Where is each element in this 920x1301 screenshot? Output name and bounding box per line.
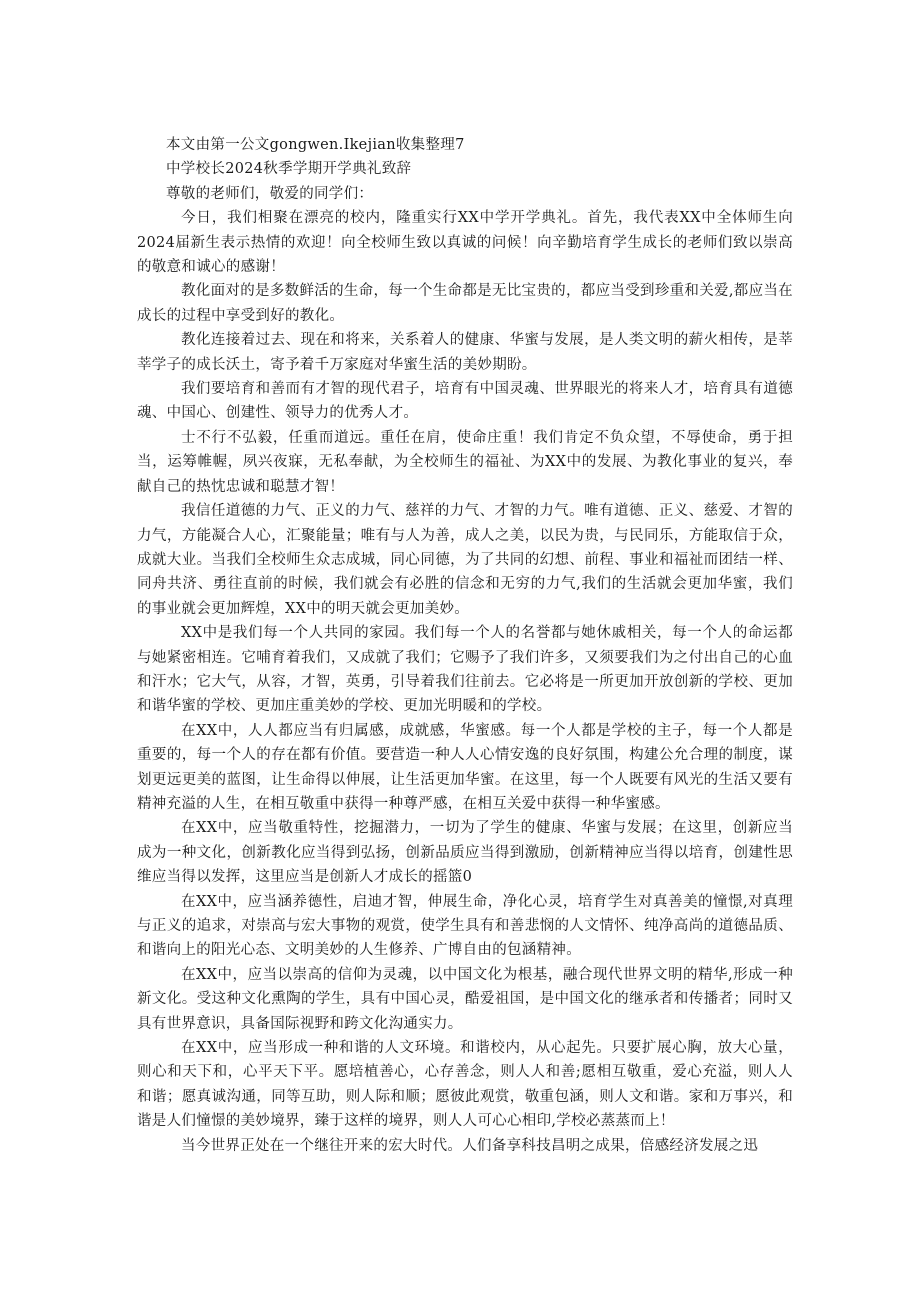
paragraph: 教化面对的是多数鲜活的生命，每一个生命都是无比宝贵的，都应当受到珍重和关爱,都应当在成长的过程中享受到好的教化。 bbox=[137, 283, 793, 324]
paragraph: 今日，我们相聚在漂亮的校内，隆重实行XX中学开学典礼。首先，我代表XX中全体师生向2024届新生表示热情的欢迎！向全校师生致以真诚的问候！向辛勤培育学生成长的老师们致以崇高的敬意和诚心的感谢！ bbox=[137, 210, 793, 276]
paragraph: 在XX中，应当以崇高的信仰为灵魂，以中国文化为根基，融合现代世界文明的精华,形成一种新文化。受这种文化熏陶的学生，具有中国心灵，酷爱祖国，是中国文化的继承者和传播者；同时又具有世界意识，具备国际视野和跨文化沟通实力。 bbox=[137, 966, 793, 1032]
source-line: 本文由第一公文gongwen.Ikejian收集整理7 bbox=[166, 137, 465, 153]
paragraph: 在XX中，应当敬重特性，挖掘潜力，一切为了学生的健康、华蜜与发展；在这里，创新应当成为一种文化，创新教化应当得到弘扬，创新品质应当得到激励，创新精神应当得以培育，创建性思维应当得以发挥，这里应当是创新人才成长的摇篮0 bbox=[137, 820, 793, 886]
document-body bbox=[137, 133, 793, 1158]
paragraph: 在XX中，人人都应当有归属感，成就感，华蜜感。每一个人都是学校的主子，每一个人都是重要的，每一个人的存在都有价值。要营造一种人人心情安逸的良好氛围，构建公允合理的制度，谋划更远更美的蓝图，让生命得以伸展，让生活更加华蜜。在这里，每一个人既要有风光的生活又要有精神充溢的人生，在相互敬重中获得一种尊严感，在相互关爱中获得一种华蜜感。 bbox=[137, 722, 793, 812]
paragraph: 在XX中，应当形成一种和谐的人文环境。和谐校内，从心起先。只要扩展心胸，放大心量，则心和天下和，心平天下平。愿培植善心，心存善念，则人人和善;愿相互敬重，爱心充溢，则人人和谐；愿真诚沟通，同等互助，则人际和顺；愿彼此观赏，敬重包涵，则人文和谐。家和万事兴，和谐是人们憧憬的美妙境界，臻于这样的境界，则人人可心心相印,学校必蒸蒸而上！ bbox=[137, 1040, 793, 1130]
paragraph: 士不行不弘毅，任重而道远。重任在肩，使命庄重！我们肯定不负众望，不辱使命，勇于担当，运筹帷幄，夙兴夜寐，无私奉献，为全校师生的福祉、为XX中的发展、为教化事业的复兴，奉献自己的热忱忠诚和聪慧才智！ bbox=[137, 429, 793, 495]
paragraph: 在XX中，应当涵养德性，启迪才智，伸展生命，净化心灵，培育学生对真善美的憧憬,对真理与正义的追求，对崇高与宏大事物的观赏，使学生具有和善悲悯的人文情怀、纯净高尚的道德品质、和谐向上的阳光心态、文明美妙的人生修养、广博自由的包涵精神。 bbox=[137, 893, 793, 959]
paragraph: 我信任道德的力气、正义的力气、慈祥的力气、才智的力气。唯有道德、正义、慈爱、才智的力气，方能凝合人心，汇聚能量；唯有与人为善，成人之美，以民为贵，与民同乐，方能取信于众，成就大业。当我们全校师生众志成城，同心同德，为了共同的幻想、前程、事业和福祉而团结一样、同舟共济、勇往直前的时候，我们就会有必胜的信念和无穷的力气,我们的生活就会更加华蜜，我们的事业就会更加辉煌，XX中的明天就会更加美妙。 bbox=[137, 503, 793, 617]
paragraph: 我们要培育和善而有才智的现代君子，培育有中国灵魂、世界眼光的将来人才，培育具有道德魂、中国心、创建性、领导力的优秀人才。 bbox=[137, 381, 793, 422]
paragraph: 教化连接着过去、现在和将来，关系着人的健康、华蜜与发展，是人类文明的薪火相传，是莘莘学子的成长沃土，寄予着千万家庭对华蜜生活的美妙期盼。 bbox=[137, 332, 793, 373]
paragraph: XX中是我们每一个人共同的家园。我们每一个人的名誉都与她休戚相关，每一个人的命运都与她紧密相连。它哺育着我们，又成就了我们；它赐予了我们许多，又须要我们为之付出自己的心血和汗水；它大气，从容，才智，英勇，引导着我们往前去。它必将是一所更加开放创新的学校、更加和谐华蜜的学校、更加庄重美妙的学校、更加光明暖和的学校。 bbox=[137, 625, 793, 715]
salutation: 尊敬的老师们，敬爱的同学们： bbox=[166, 185, 374, 202]
paragraph: 当今世界正处在一个继往开来的宏大时代。人们备享科技昌明之成果，倍感经济发展之迅 bbox=[181, 1137, 759, 1154]
document-title: 中学校长2024秋季学期开学典礼致辞 bbox=[166, 161, 412, 178]
